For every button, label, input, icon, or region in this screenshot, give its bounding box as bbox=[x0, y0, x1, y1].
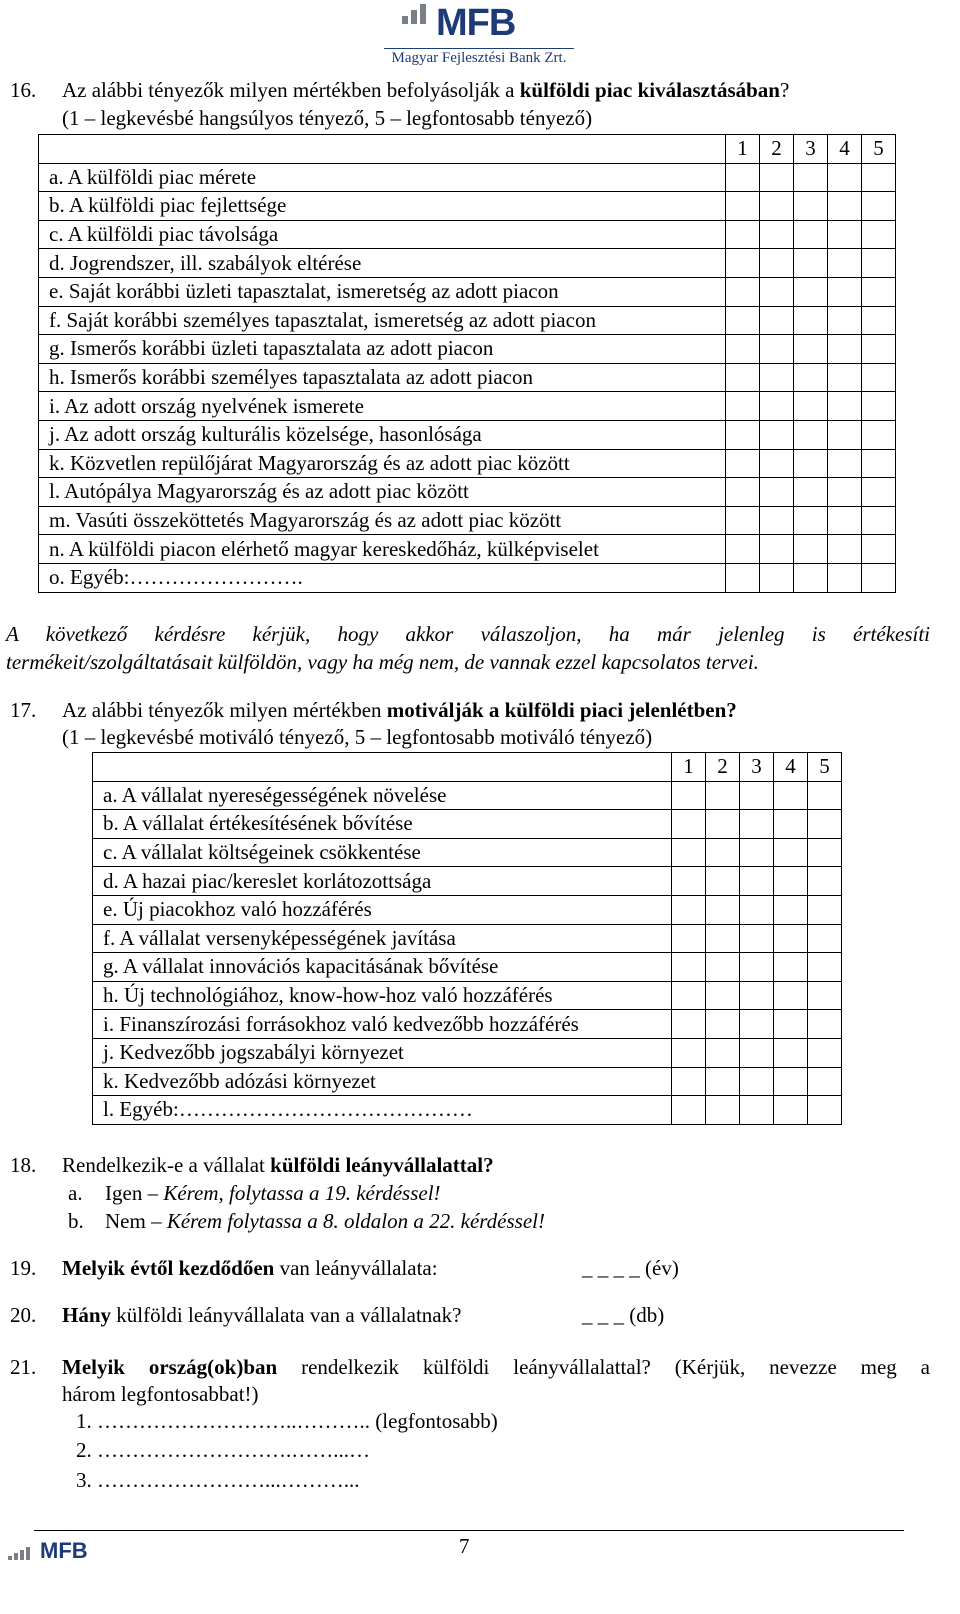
scale-label-3: 3 bbox=[740, 753, 774, 782]
rating-cell-1[interactable] bbox=[726, 163, 760, 192]
table-row bbox=[39, 478, 896, 507]
table-row bbox=[39, 363, 896, 392]
rating-cell-3[interactable] bbox=[740, 1096, 774, 1125]
rating-cell-5[interactable] bbox=[862, 277, 896, 306]
q17-scale-note: (1 – legkevésbé motiváló tényező, 5 – legfontosabb motiváló tényező) bbox=[62, 725, 653, 749]
rating-cell-2[interactable] bbox=[706, 810, 740, 839]
factor-label: a. A vállalat nyereségességének növelése bbox=[93, 781, 672, 810]
header-blank-cell bbox=[39, 135, 726, 164]
rating-cell-2[interactable] bbox=[760, 220, 794, 249]
q19-number: 19. bbox=[10, 1256, 37, 1280]
q16-number: 16. bbox=[10, 78, 37, 102]
footer-divider bbox=[34, 1530, 904, 1531]
rating-cell-2[interactable] bbox=[760, 306, 794, 335]
instruction-line-2: termékeit/szolgáltatásait külföldön, vagy ha még nem, de vannak ezzel kapcsolatos tervei. bbox=[6, 650, 759, 674]
scale-label-1: 1 bbox=[672, 753, 706, 782]
rating-cell-5[interactable] bbox=[862, 335, 896, 364]
rating-cell-1[interactable] bbox=[672, 1067, 706, 1096]
rating-cell-2[interactable] bbox=[706, 953, 740, 982]
scale-header-row bbox=[93, 753, 842, 782]
rating-cell-1[interactable] bbox=[672, 867, 706, 896]
rating-cell-5[interactable] bbox=[808, 981, 842, 1010]
rating-cell-4[interactable] bbox=[774, 1010, 808, 1039]
table-row bbox=[93, 1096, 842, 1125]
scale-label-5: 5 bbox=[862, 135, 896, 164]
rating-cell-1[interactable] bbox=[726, 306, 760, 335]
rating-cell-2[interactable] bbox=[706, 924, 740, 953]
rating-cell-2[interactable] bbox=[706, 981, 740, 1010]
table-row bbox=[93, 895, 842, 924]
rating-cell-4[interactable] bbox=[774, 1096, 808, 1125]
factor-label: l. Autópálya Magyarország és az adott piac között bbox=[39, 478, 726, 507]
rating-cell-4[interactable] bbox=[774, 981, 808, 1010]
scale-label-2: 2 bbox=[706, 753, 740, 782]
table-row bbox=[39, 335, 896, 364]
rating-cell-1[interactable] bbox=[672, 810, 706, 839]
rating-cell-4[interactable] bbox=[828, 392, 862, 421]
rating-cell-3[interactable] bbox=[794, 449, 828, 478]
rating-cell-1[interactable] bbox=[726, 249, 760, 278]
mfb-logo bbox=[380, 4, 580, 66]
rating-cell-1[interactable] bbox=[726, 335, 760, 364]
rating-cell-1[interactable] bbox=[726, 535, 760, 564]
factor-label: d. A hazai piac/kereslet korlátozottsága bbox=[93, 867, 672, 896]
table-row bbox=[39, 277, 896, 306]
rating-cell-1[interactable] bbox=[726, 478, 760, 507]
rating-cell-5[interactable] bbox=[808, 1038, 842, 1067]
rating-cell-4[interactable] bbox=[828, 563, 862, 592]
rating-cell-1[interactable] bbox=[726, 449, 760, 478]
table-row bbox=[93, 981, 842, 1010]
factor-label: f. A vállalat versenyképességének javítása bbox=[93, 924, 672, 953]
factor-label: i. Finanszírozási forrásokhoz való kedvezőbb hozzáférés bbox=[93, 1010, 672, 1039]
rating-cell-4[interactable] bbox=[774, 867, 808, 896]
rating-cell-1[interactable] bbox=[726, 506, 760, 535]
rating-cell-5[interactable] bbox=[808, 924, 842, 953]
rating-cell-4[interactable] bbox=[828, 306, 862, 335]
rating-cell-3[interactable] bbox=[794, 220, 828, 249]
table-row bbox=[93, 867, 842, 896]
rating-cell-1[interactable] bbox=[672, 924, 706, 953]
page-number: 7 bbox=[459, 1534, 470, 1558]
rating-cell-5[interactable] bbox=[862, 506, 896, 535]
table-row bbox=[39, 249, 896, 278]
rating-cell-5[interactable] bbox=[862, 478, 896, 507]
rating-cell-3[interactable] bbox=[740, 781, 774, 810]
q17-rating-table bbox=[92, 752, 842, 1125]
q18-option-a-label: a. bbox=[68, 1181, 83, 1205]
rating-cell-2[interactable] bbox=[706, 1096, 740, 1125]
factor-label: i. Az adott ország nyelvének ismerete bbox=[39, 392, 726, 421]
table-row bbox=[39, 449, 896, 478]
q18-number: 18. bbox=[10, 1153, 37, 1177]
rating-cell-4[interactable] bbox=[774, 838, 808, 867]
rating-cell-3[interactable] bbox=[794, 192, 828, 221]
rating-cell-1[interactable] bbox=[672, 953, 706, 982]
factor-label: h. Új technológiához, know-how-hoz való hozzáférés bbox=[93, 981, 672, 1010]
factor-label: c. A vállalat költségeinek csökkentése bbox=[93, 838, 672, 867]
rating-cell-1[interactable] bbox=[672, 781, 706, 810]
table-row bbox=[93, 838, 842, 867]
q16-question: Az alábbi tényezők milyen mértékben befolyásolják a külföldi piac kiválasztásában? bbox=[62, 78, 790, 102]
q21-question-line-2: három legfontosabbat!) bbox=[62, 1382, 259, 1406]
rating-cell-2[interactable] bbox=[760, 163, 794, 192]
table-row bbox=[39, 220, 896, 249]
rating-cell-4[interactable] bbox=[828, 220, 862, 249]
factor-label: b. A vállalat értékesítésének bővítése bbox=[93, 810, 672, 839]
rating-cell-3[interactable] bbox=[740, 1038, 774, 1067]
rating-cell-3[interactable] bbox=[794, 563, 828, 592]
rating-cell-1[interactable] bbox=[726, 392, 760, 421]
q18-option-b[interactable]: Nem – Kérem folytassa a 8. oldalon a 22. kérdéssel! bbox=[105, 1209, 545, 1233]
rating-cell-2[interactable] bbox=[760, 249, 794, 278]
factor-label: k. Kedvezőbb adózási környezet bbox=[93, 1067, 672, 1096]
rating-cell-4[interactable] bbox=[828, 363, 862, 392]
rating-cell-2[interactable] bbox=[706, 1067, 740, 1096]
table-row bbox=[93, 953, 842, 982]
rating-cell-4[interactable] bbox=[774, 1067, 808, 1096]
rating-cell-3[interactable] bbox=[740, 1010, 774, 1039]
rating-cell-2[interactable] bbox=[706, 867, 740, 896]
table-row bbox=[39, 563, 896, 592]
rating-cell-2[interactable] bbox=[760, 335, 794, 364]
rating-cell-3[interactable] bbox=[740, 953, 774, 982]
rating-cell-1[interactable] bbox=[726, 563, 760, 592]
rating-cell-5[interactable] bbox=[808, 895, 842, 924]
rating-cell-2[interactable] bbox=[706, 1010, 740, 1039]
factor-label: c. A külföldi piac távolsága bbox=[39, 220, 726, 249]
table-row bbox=[93, 810, 842, 839]
rating-cell-5[interactable] bbox=[808, 1067, 842, 1096]
rating-cell-5[interactable] bbox=[808, 953, 842, 982]
rating-cell-3[interactable] bbox=[794, 249, 828, 278]
rating-cell-5[interactable] bbox=[862, 420, 896, 449]
scale-label-1: 1 bbox=[726, 135, 760, 164]
factor-label: h. Ismerős korábbi személyes tapasztalata az adott piacon bbox=[39, 363, 726, 392]
rating-cell-4[interactable] bbox=[774, 953, 808, 982]
rating-cell-2[interactable] bbox=[760, 478, 794, 507]
q18-question: Rendelkezik-e a vállalat külföldi leányvállalattal? bbox=[62, 1153, 494, 1177]
logo-subtitle: Magyar Fejlesztési Bank Zrt. bbox=[384, 48, 574, 67]
rating-cell-2[interactable] bbox=[706, 1038, 740, 1067]
rating-cell-1[interactable] bbox=[672, 1010, 706, 1039]
factor-label: d. Jogrendszer, ill. szabályok eltérése bbox=[39, 249, 726, 278]
table-row bbox=[39, 306, 896, 335]
rating-cell-1[interactable] bbox=[672, 838, 706, 867]
rating-cell-3[interactable] bbox=[794, 478, 828, 507]
rating-cell-2[interactable] bbox=[706, 838, 740, 867]
table-row bbox=[93, 1038, 842, 1067]
rating-cell-5[interactable] bbox=[862, 535, 896, 564]
rating-cell-4[interactable] bbox=[774, 895, 808, 924]
footer-logo-text: MFB bbox=[40, 1538, 88, 1563]
factor-label: m. Vasúti összeköttetés Magyarország és az adott piac között bbox=[39, 506, 726, 535]
rating-cell-2[interactable] bbox=[706, 781, 740, 810]
rating-cell-5[interactable] bbox=[862, 220, 896, 249]
rating-cell-1[interactable] bbox=[672, 1038, 706, 1067]
table-row bbox=[39, 392, 896, 421]
rating-cell-5[interactable] bbox=[862, 392, 896, 421]
factor-label: g. A vállalat innovációs kapacitásának bővítése bbox=[93, 953, 672, 982]
scale-label-4: 4 bbox=[774, 753, 808, 782]
rating-cell-5[interactable] bbox=[862, 163, 896, 192]
q19-question: Melyik évtől kezdődően van leányvállalata: bbox=[62, 1256, 438, 1280]
rating-cell-4[interactable] bbox=[828, 535, 862, 564]
rating-cell-4[interactable] bbox=[828, 163, 862, 192]
q16-rating-table bbox=[38, 134, 896, 593]
scale-label-4: 4 bbox=[828, 135, 862, 164]
rating-cell-4[interactable] bbox=[828, 449, 862, 478]
factor-label: o. Egyéb:……………………. bbox=[39, 563, 726, 592]
rating-cell-4[interactable] bbox=[828, 420, 862, 449]
table-row bbox=[39, 420, 896, 449]
rating-cell-1[interactable] bbox=[726, 277, 760, 306]
rating-cell-5[interactable] bbox=[808, 810, 842, 839]
rating-cell-4[interactable] bbox=[774, 781, 808, 810]
rating-cell-5[interactable] bbox=[808, 838, 842, 867]
scale-header-row bbox=[39, 135, 896, 164]
table-row bbox=[93, 924, 842, 953]
table-row bbox=[39, 506, 896, 535]
rating-cell-5[interactable] bbox=[862, 249, 896, 278]
scale-label-2: 2 bbox=[760, 135, 794, 164]
q21-answer-1[interactable]: 1. ………………………..……….. (legfontosabb) bbox=[76, 1409, 498, 1433]
rating-cell-3[interactable] bbox=[740, 924, 774, 953]
rating-cell-1[interactable] bbox=[672, 1096, 706, 1125]
rating-cell-2[interactable] bbox=[760, 363, 794, 392]
rating-cell-2[interactable] bbox=[760, 449, 794, 478]
q18-option-a[interactable]: Igen – Kérem, folytassa a 19. kérdéssel! bbox=[105, 1181, 441, 1205]
q17-number: 17. bbox=[10, 698, 37, 722]
table-row bbox=[93, 1067, 842, 1096]
factor-label: j. Az adott ország kulturális közelsége, hasonlósága bbox=[39, 420, 726, 449]
rating-cell-3[interactable] bbox=[794, 363, 828, 392]
rating-cell-3[interactable] bbox=[794, 163, 828, 192]
rating-cell-4[interactable] bbox=[828, 478, 862, 507]
rating-cell-3[interactable] bbox=[740, 838, 774, 867]
rating-cell-3[interactable] bbox=[794, 335, 828, 364]
rating-cell-4[interactable] bbox=[828, 249, 862, 278]
rating-cell-3[interactable] bbox=[740, 1067, 774, 1096]
q21-answer-2[interactable]: 2. ……………………….……...… bbox=[76, 1438, 370, 1462]
rating-cell-1[interactable] bbox=[726, 220, 760, 249]
rating-cell-2[interactable] bbox=[760, 535, 794, 564]
rating-cell-3[interactable] bbox=[740, 867, 774, 896]
q16-scale-note: (1 – legkevésbé hangsúlyos tényező, 5 – legfontosabb tényező) bbox=[62, 106, 593, 130]
q20-question: Hány külföldi leányvállalata van a vállalatnak? bbox=[62, 1303, 462, 1327]
rating-cell-3[interactable] bbox=[794, 277, 828, 306]
table-row bbox=[39, 535, 896, 564]
rating-cell-1[interactable] bbox=[672, 895, 706, 924]
scale-label-3: 3 bbox=[794, 135, 828, 164]
rating-cell-2[interactable] bbox=[760, 192, 794, 221]
scale-label-5: 5 bbox=[808, 753, 842, 782]
rating-cell-3[interactable] bbox=[794, 506, 828, 535]
rating-cell-4[interactable] bbox=[828, 506, 862, 535]
table-row bbox=[39, 192, 896, 221]
q20-answer-field[interactable]: _ _ _ (db) bbox=[582, 1303, 665, 1327]
q19-answer-field[interactable]: _ _ _ _ (év) bbox=[582, 1256, 679, 1280]
rating-cell-3[interactable] bbox=[794, 535, 828, 564]
rating-cell-3[interactable] bbox=[794, 420, 828, 449]
rating-cell-1[interactable] bbox=[726, 192, 760, 221]
footer-logo bbox=[8, 1540, 108, 1570]
factor-label: f. Saját korábbi személyes tapasztalat, ismeretség az adott piacon bbox=[39, 306, 726, 335]
rating-cell-3[interactable] bbox=[740, 895, 774, 924]
rating-cell-5[interactable] bbox=[862, 563, 896, 592]
rating-cell-4[interactable] bbox=[828, 192, 862, 221]
factor-label: l. Egyéb:…………………………………… bbox=[93, 1096, 672, 1125]
q18-option-b-label: b. bbox=[68, 1209, 84, 1233]
factor-label: b. A külföldi piac fejlettsége bbox=[39, 192, 726, 221]
rating-cell-2[interactable] bbox=[760, 506, 794, 535]
rating-cell-5[interactable] bbox=[808, 867, 842, 896]
q21-number: 21. bbox=[10, 1355, 37, 1379]
rating-cell-5[interactable] bbox=[862, 306, 896, 335]
rating-cell-3[interactable] bbox=[740, 981, 774, 1010]
factor-label: a. A külföldi piac mérete bbox=[39, 163, 726, 192]
q21-answer-3[interactable]: 3. ……………………...………... bbox=[76, 1468, 360, 1492]
q20-number: 20. bbox=[10, 1303, 37, 1327]
rating-cell-2[interactable] bbox=[706, 895, 740, 924]
factor-label: e. Új piacokhoz való hozzáférés bbox=[93, 895, 672, 924]
table-row bbox=[39, 163, 896, 192]
rating-cell-4[interactable] bbox=[774, 1038, 808, 1067]
instruction-line-1: A következő kérdésre kérjük, hogy akkor válaszoljon, ha már jelenleg is értékesíti bbox=[6, 622, 930, 646]
q17-question: Az alábbi tényezők milyen mértékben motiválják a külföldi piaci jelenlétben? bbox=[62, 698, 737, 722]
rating-cell-2[interactable] bbox=[760, 563, 794, 592]
rating-cell-4[interactable] bbox=[774, 924, 808, 953]
factor-label: j. Kedvezőbb jogszabályi környezet bbox=[93, 1038, 672, 1067]
rating-cell-3[interactable] bbox=[794, 306, 828, 335]
factor-label: k. Közvetlen repülőjárat Magyarország és az adott piac között bbox=[39, 449, 726, 478]
rating-cell-5[interactable] bbox=[862, 192, 896, 221]
rating-cell-3[interactable] bbox=[794, 392, 828, 421]
rating-cell-1[interactable] bbox=[726, 363, 760, 392]
table-row bbox=[93, 781, 842, 810]
rating-cell-4[interactable] bbox=[828, 277, 862, 306]
rating-cell-3[interactable] bbox=[740, 810, 774, 839]
logo-text: MFB bbox=[436, 2, 516, 44]
factor-label: n. A külföldi piacon elérhető magyar kereskedőház, külképviselet bbox=[39, 535, 726, 564]
rating-cell-4[interactable] bbox=[774, 810, 808, 839]
header-blank-cell bbox=[93, 753, 672, 782]
table-row bbox=[93, 1010, 842, 1039]
rating-cell-5[interactable] bbox=[862, 363, 896, 392]
rating-cell-5[interactable] bbox=[808, 781, 842, 810]
rating-cell-5[interactable] bbox=[808, 1010, 842, 1039]
rating-cell-5[interactable] bbox=[808, 1096, 842, 1125]
rating-cell-5[interactable] bbox=[862, 449, 896, 478]
q21-question: Melyik ország(ok)ban rendelkezik külföldi leányvállalattal? (Kérjük, nevezze meg a bbox=[62, 1355, 930, 1379]
rating-cell-2[interactable] bbox=[760, 277, 794, 306]
rating-cell-1[interactable] bbox=[672, 981, 706, 1010]
rating-cell-1[interactable] bbox=[726, 420, 760, 449]
rating-cell-2[interactable] bbox=[760, 420, 794, 449]
rating-cell-2[interactable] bbox=[760, 392, 794, 421]
rating-cell-4[interactable] bbox=[828, 335, 862, 364]
factor-label: e. Saját korábbi üzleti tapasztalat, ismeretség az adott piacon bbox=[39, 277, 726, 306]
factor-label: g. Ismerős korábbi üzleti tapasztalata az adott piacon bbox=[39, 335, 726, 364]
